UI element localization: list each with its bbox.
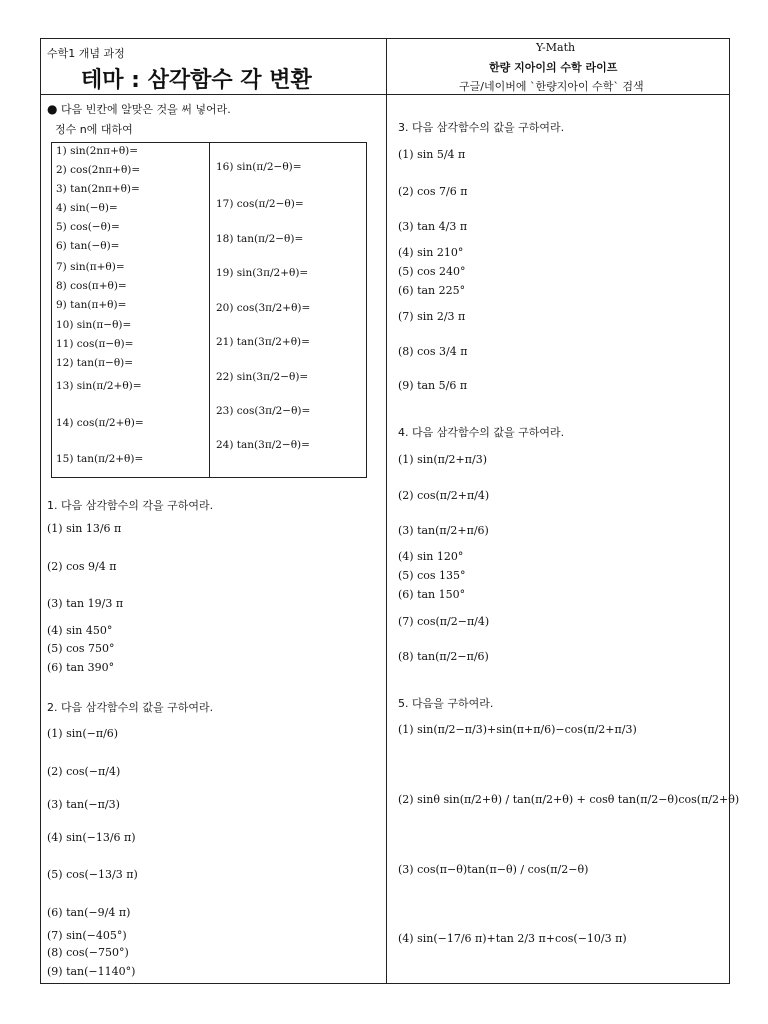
- problem-item: (2) cos 7/6 π: [398, 185, 468, 198]
- problem-item: (5) cos(−13/3 π): [47, 868, 138, 881]
- problem-item: (4) sin(−13/6 π): [47, 831, 136, 844]
- problem-item: (1) sin(−π/6): [47, 727, 119, 740]
- problem-item: (6) tan(−9/4 π): [47, 906, 131, 919]
- identity-item: 23) cos(3π/2−θ)=: [216, 405, 311, 417]
- problem-item: (7) sin(−405°): [47, 929, 127, 942]
- problem-item: (5) cos 135°: [398, 569, 466, 582]
- bullet-icon: ●: [47, 102, 58, 116]
- problem-item: (4) sin 120°: [398, 550, 464, 563]
- search-hint: 구글/네이버에 `한량지아이 수학` 검색: [459, 80, 644, 93]
- identity-item: 1) sin(2nπ+θ)=: [56, 145, 139, 157]
- section3-title: 3. 다음 삼각함수의 값을 구하여라.: [398, 121, 565, 134]
- intro-condition: 정수 n에 대하여: [55, 123, 133, 136]
- intro-instruction: [47, 101, 231, 117]
- problem-item: (9) tan 5/6 π: [398, 379, 468, 392]
- problem-item: (1) sin 5/4 π: [398, 148, 466, 161]
- brand-subtitle: 한량 지아이의 수학 라이프: [489, 61, 618, 74]
- brand-name: Y-Math: [536, 41, 576, 54]
- page-title: 테마 : 삼각함수 각 변환: [81, 68, 312, 93]
- identity-item: 2) cos(2nπ+θ)=: [56, 164, 141, 176]
- problem-item: (3) tan 19/3 π: [47, 597, 124, 610]
- problem-item: (6) tan 390°: [47, 661, 115, 674]
- identity-table: [51, 142, 367, 478]
- identity-item: 13) sin(π/2+θ)=: [56, 380, 142, 392]
- identity-item: 14) cos(π/2+θ)=: [56, 417, 144, 429]
- identity-item: 4) sin(−θ)=: [56, 202, 118, 214]
- problem-item: (6) tan 225°: [398, 284, 466, 297]
- section2-title: 2. 다음 삼각함수의 값을 구하여라.: [47, 701, 214, 714]
- identity-item: 8) cos(π+θ)=: [56, 280, 127, 292]
- identity-item: 6) tan(−θ)=: [56, 240, 120, 252]
- problem-item: (2) cos(π/2+π/4): [398, 489, 490, 502]
- problem-item: (1) sin(π/2−π/3)+sin(π+π/6)−cos(π/2+π/3): [398, 723, 637, 736]
- header-divider: [41, 94, 729, 95]
- problem-item: (7) sin 2/3 π: [398, 310, 466, 323]
- problem-item: (8) cos 3/4 π: [398, 345, 468, 358]
- section4-title: 4. 다음 삼각함수의 값을 구하여라.: [398, 426, 565, 439]
- identity-item: 11) cos(π−θ)=: [56, 338, 134, 350]
- problem-item: (1) sin(π/2+π/3): [398, 453, 487, 466]
- problem-item: (2) cos(−π/4): [47, 765, 121, 778]
- problem-item: (4) sin 450°: [47, 624, 113, 637]
- identity-table-divider: [209, 143, 210, 477]
- instruction-text: 다음 빈칸에 알맞은 것을 써 넣어라.: [60, 103, 231, 116]
- identity-item: 5) cos(−θ)=: [56, 221, 120, 233]
- problem-item: (3) tan(−π/3): [47, 798, 120, 811]
- identity-item: 22) sin(3π/2−θ)=: [216, 371, 309, 383]
- problem-item: (4) sin(−17/6 π)+tan 2/3 π+cos(−10/3 π): [398, 932, 627, 945]
- problem-item: (3) tan(π/2+π/6): [398, 524, 489, 537]
- identity-item: 10) sin(π−θ)=: [56, 319, 132, 331]
- identity-item: 19) sin(3π/2+θ)=: [216, 267, 309, 279]
- identity-item: 21) tan(3π/2+θ)=: [216, 336, 310, 348]
- problem-item: (3) cos(π−θ)tan(π−θ) / cos(π/2−θ): [398, 863, 589, 876]
- identity-item: 9) tan(π+θ)=: [56, 299, 127, 311]
- problem-item: (7) cos(π/2−π/4): [398, 615, 490, 628]
- identity-item: 15) tan(π/2+θ)=: [56, 453, 144, 465]
- identity-item: 16) sin(π/2−θ)=: [216, 161, 302, 173]
- problem-item: (6) tan 150°: [398, 588, 466, 601]
- problem-item: (5) cos 240°: [398, 265, 466, 278]
- problem-item: (9) tan(−1140°): [47, 965, 136, 978]
- identity-item: 12) tan(π−θ)=: [56, 357, 134, 369]
- problem-item: (5) cos 750°: [47, 642, 115, 655]
- problem-item: (2) sinθ sin(π/2+θ) / tan(π/2+θ) + cosθ tan(π/2−θ)cos(π/2+θ): [398, 793, 740, 806]
- problem-item: (3) tan 4/3 π: [398, 220, 468, 233]
- identity-item: 3) tan(2nπ+θ)=: [56, 183, 140, 195]
- identity-item: 17) cos(π/2−θ)=: [216, 198, 304, 210]
- problem-item: (4) sin 210°: [398, 246, 464, 259]
- identity-item: 24) tan(3π/2−θ)=: [216, 439, 310, 451]
- identity-item: 7) sin(π+θ)=: [56, 261, 125, 273]
- section1-title: 1. 다음 삼각함수의 각을 구하여라.: [47, 499, 214, 512]
- course-label: 수학1 개념 과정: [47, 47, 125, 60]
- identity-item: 18) tan(π/2−θ)=: [216, 233, 304, 245]
- identity-item: 20) cos(3π/2+θ)=: [216, 302, 311, 314]
- problem-item: (8) tan(π/2−π/6): [398, 650, 489, 663]
- problem-item: (2) cos 9/4 π: [47, 560, 117, 573]
- problem-item: (8) cos(−750°): [47, 946, 129, 959]
- column-divider: [386, 39, 387, 983]
- problem-item: (1) sin 13/6 π: [47, 522, 122, 535]
- worksheet: [40, 38, 740, 984]
- section5-title: 5. 다음을 구하여라.: [398, 697, 494, 710]
